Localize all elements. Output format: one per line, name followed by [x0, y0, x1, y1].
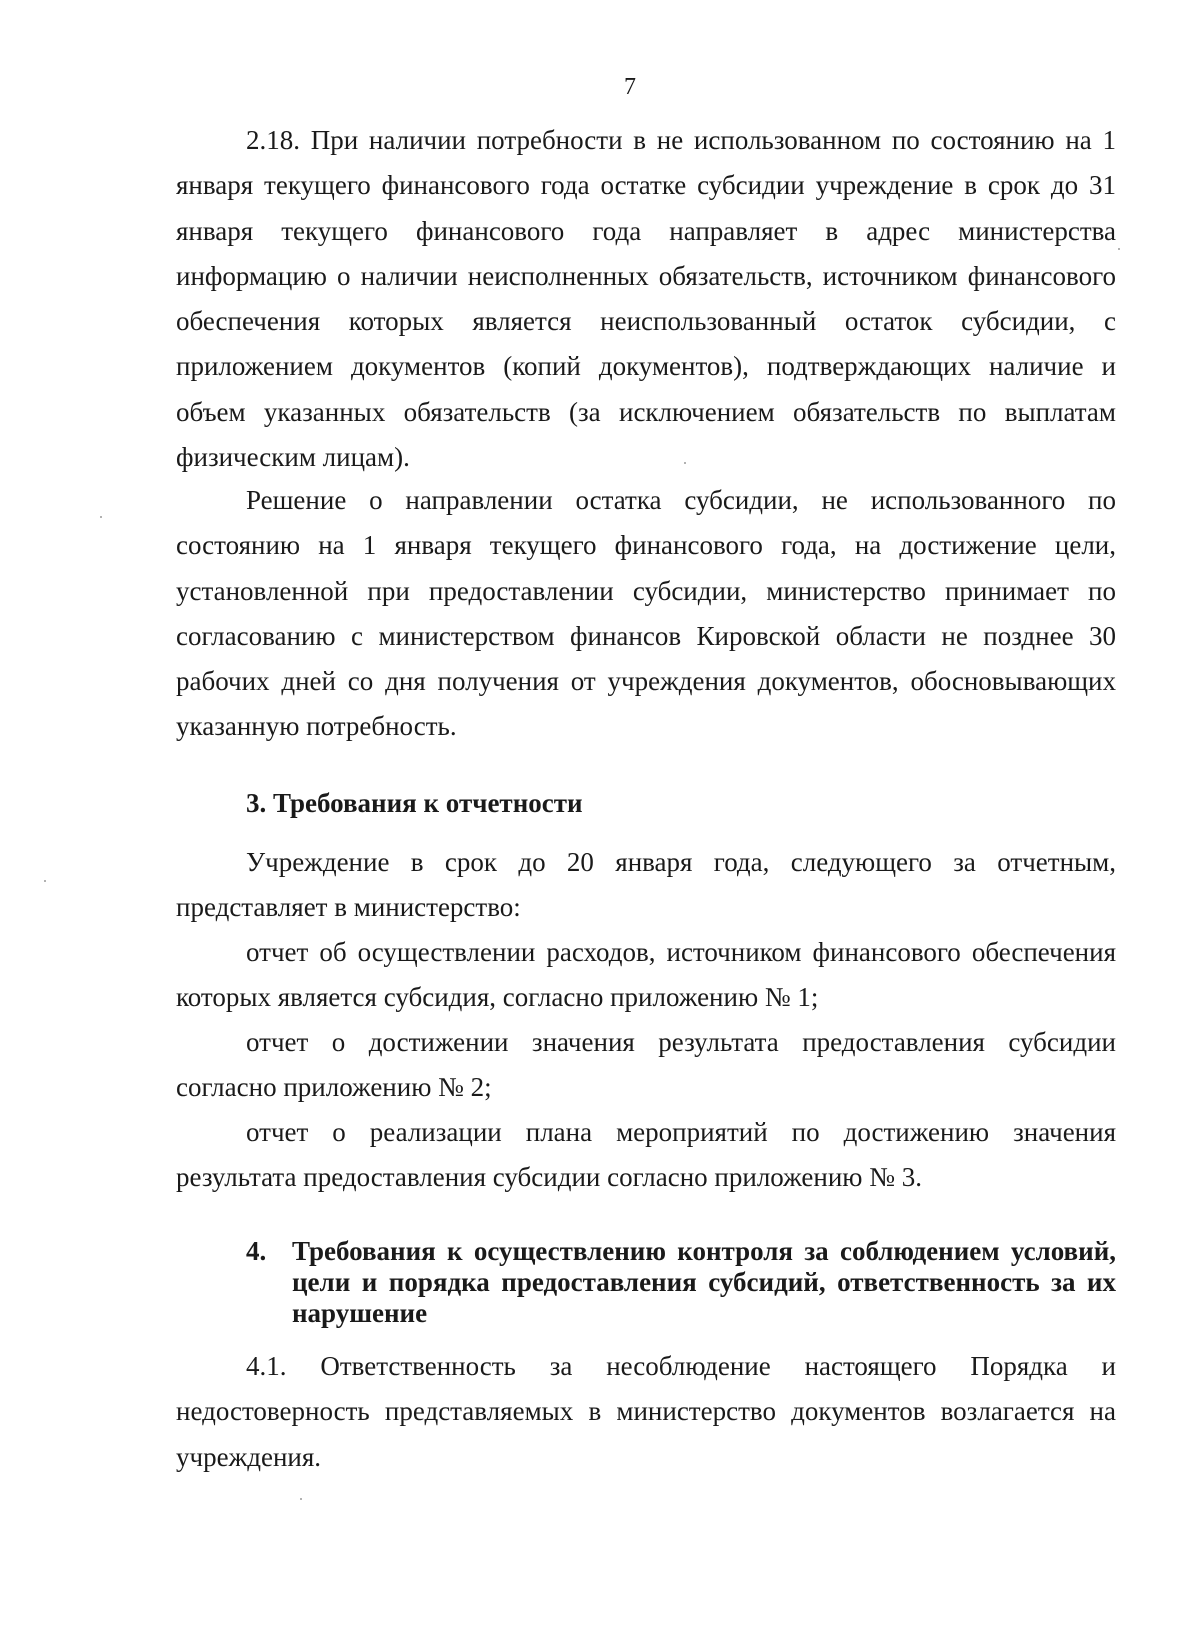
paragraph-4-1: 4.1. Ответственность за несоблюдение настоящего Порядка и недостоверность представляемых в министерство документов возлагается на учреждения.	[176, 1351, 1116, 1472]
scan-speck	[44, 880, 46, 882]
scan-speck	[1118, 248, 1120, 250]
scan-speck	[300, 1498, 302, 1500]
paragraph-2-18: 2.18. При наличии потребности в не использованном по состоянию на 1 января текущего финансового года остатке субсидии учреждение в срок до 31 января текущего финансового года направляет в адрес министерства информацию о наличии неисполненных обязательств, источником финансового обеспечения которых является неиспользованный остаток субсидии, с приложением документов (копий документов), подтверждающих наличие и объем указанных обязательств (за исключением обязательств по выплатам физическим лицам).	[176, 125, 1116, 473]
paragraph-report-item-3: отчет о реализации плана мероприятий по достижению значения результата предоставления субсидии согласно приложению № 3.	[176, 1117, 1116, 1193]
section-3-heading: 3. Требования к отчетности	[246, 788, 583, 818]
scan-speck	[100, 516, 102, 518]
paragraph-report-item-1: отчет об осуществлении расходов, источником финансового обеспечения которых является субсидия, согласно приложению № 1;	[176, 937, 1116, 1013]
scan-speck	[684, 462, 686, 464]
paragraph-decision: Решение о направлении остатка субсидии, не использованного по состоянию на 1 января текущего финансового года, на достижение цели, установленной при предоставлении субсидии, министерство принимает по согласованию с министерством финансов Кировской области не позднее 30 рабочих дней со дня получения от учреждения документов, обосновывающих указанную потребность.	[176, 485, 1116, 742]
section-4-title: Требования к осуществлению контроля за соблюдением условий, цели и порядка предоставления субсидий, ответственность за их нарушение	[292, 1236, 1116, 1328]
section-4-number: 4.	[246, 1236, 267, 1266]
page-number: 7	[624, 74, 636, 100]
paragraph-report-item-2: отчет о достижении значения результата предоставления субсидии согласно приложению № 2;	[176, 1027, 1116, 1103]
section-4-heading	[246, 1236, 1116, 1329]
paragraph-reporting-intro: Учреждение в срок до 20 января года, следующего за отчетным, представляет в министерство:	[176, 847, 1116, 923]
